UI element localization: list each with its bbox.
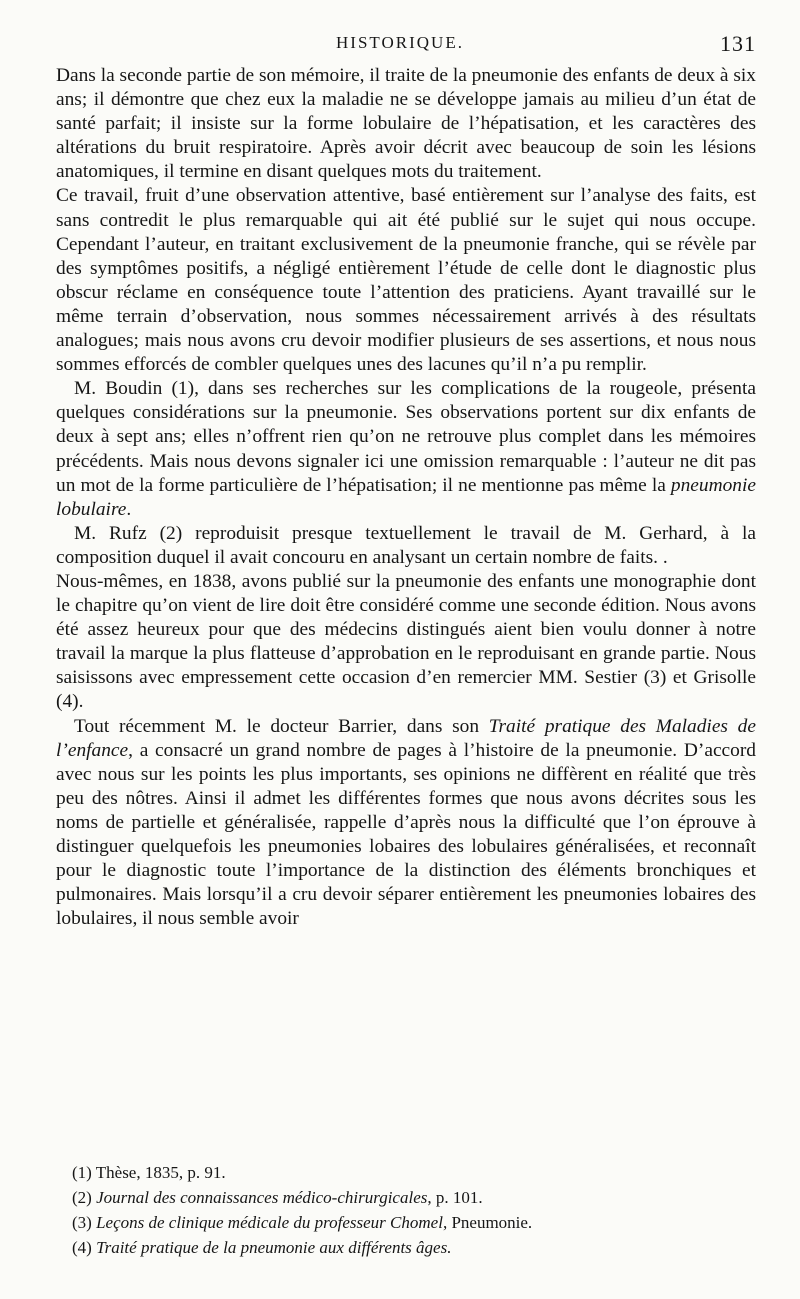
- paragraph: [56, 522, 756, 570]
- footnote: [72, 1210, 762, 1235]
- text-segment: .: [126, 498, 132, 520]
- paragraph: [56, 570, 756, 715]
- footnote-italic: Leçons de clinique médicale du professeur Chomel: [96, 1213, 443, 1232]
- footnote-italic: Traité pratique de la pneumonie aux différents âges.: [96, 1238, 452, 1257]
- paragraph: [56, 184, 756, 377]
- text-segment: M. Boudin (1), dans ses recherches sur les complications de la rougeole, présenta quelques considérations sur la pneumonie. Ses observations portent sur dix enfants de deux à sept ans; elles n’offrent rien qu’on ne retrouve plus complet dans les mémoires précédents. Mais nous devons signaler ici une omission remarquable : l’auteur ne dit pas un mot de la forme particulière de l’hépatisation; il ne mentionne pas même la: [56, 378, 756, 496]
- text-segment: Nous-mêmes, en 1838, avons publié sur la pneumonie des enfants une monographie dont le chapitre qu’on vient de lire doit être considéré comme une seconde édition. Nous avons été assez heureux pour que des médecins distingués aient bien voulu donner à notre travail la marque la plus flatteuse d’approbation en le reproduisant en grande partie. Nous saisissons avec empressement cette occasion d’en remercier MM. Sestier (3) et Grisolle (4).: [56, 570, 756, 713]
- footnote: [72, 1160, 762, 1185]
- footnotes: [72, 1160, 762, 1260]
- footnote-text: (4): [72, 1238, 97, 1257]
- text-segment: Dans la seconde partie de son mémoire, il traite de la pneumonie des enfants de deux à six ans; il démontre que chez eux la maladie ne se développe jamais au milieu d’un état de santé parfait; il insiste sur la forme lobulaire de l’hépatisation, et les caractères des altérations du bruit respiratoire. Après avoir décrit avec beaucoup de soin les lésions anatomiques, il termine en disant quelques mots du traitement.: [56, 65, 756, 183]
- page-header: [0, 33, 800, 63]
- text-segment: Ce travail, fruit d’une observation attentive, basé entièrement sur l’analyse des faits, est sans contredit le plus remarquable qui ait été publié sur le sujet qui nous occupe. Cependant l’auteur, en traitant exclusivement de la pneumonie franche, qui se révèle par des symptômes positifs, a négligé entièrement l’étude de celle dont le diagnostic plus obscur réclame en conséquence toute l’attention des praticiens. Ayant travaillé sur le même terrain d’observation, nous sommes nécessairement arrivés à des résultats analogues; mais nous avons cru devoir modifier plusieurs de ses assertions, et nous nous sommes efforcés de combler quelques unes des lacunes qu’il n’a pu remplir.: [56, 185, 756, 376]
- footnote-text: , p. 101.: [427, 1188, 483, 1207]
- footnote: [72, 1185, 762, 1210]
- footnote-italic: Journal des connaissances médico-chirurgicales: [96, 1188, 428, 1207]
- page-number: 131: [720, 31, 756, 56]
- paragraph: [56, 64, 756, 184]
- paragraph: [56, 715, 756, 932]
- italic-segment: Traité pratique des Maladies de l’enfance: [56, 715, 756, 761]
- text-segment: Tout récemment M. le docteur Barrier, dans son: [74, 715, 489, 737]
- footnote: [72, 1235, 762, 1260]
- footnote-text: (1) Thèse, 1835, p. 91.: [72, 1163, 226, 1182]
- italic-segment: pneumonie lobulaire: [56, 474, 756, 520]
- text-segment: , a consacré un grand nombre de pages à l’histoire de la pneumonie. D’accord avec nous sur les points les plus importants, ses opinions ne diffèrent en réalité que très peu des nôtres. Ainsi il admet les différentes formes que nous avons décrites sous les noms de partielle et généralisée, rappelle d’après nous la difficulté que l’on éprouve à distinguer quelquefois les pneumonies lobaires des lobulaires généralisées, et reconnaît pour le diagnostic toute l’importance de la distinction des éléments bronchiques et pulmonaires. Mais lorsqu’il a cru devoir séparer entièrement les pneumonies lobaires des lobulaires, il nous semble avoir: [56, 739, 756, 930]
- footnote-text: (3): [72, 1213, 97, 1232]
- body-text: [56, 64, 756, 931]
- footnote-text: , Pneumonie.: [442, 1213, 533, 1232]
- text-segment: M. Rufz (2) reproduisit presque textuellement le travail de M. Gerhard, à la composition duquel il avait concouru en analysant un certain nombre de faits. .: [56, 522, 756, 568]
- running-title: HISTORIQUE.: [336, 33, 464, 52]
- footnote-text: (2): [72, 1188, 97, 1207]
- paragraph: [56, 377, 756, 522]
